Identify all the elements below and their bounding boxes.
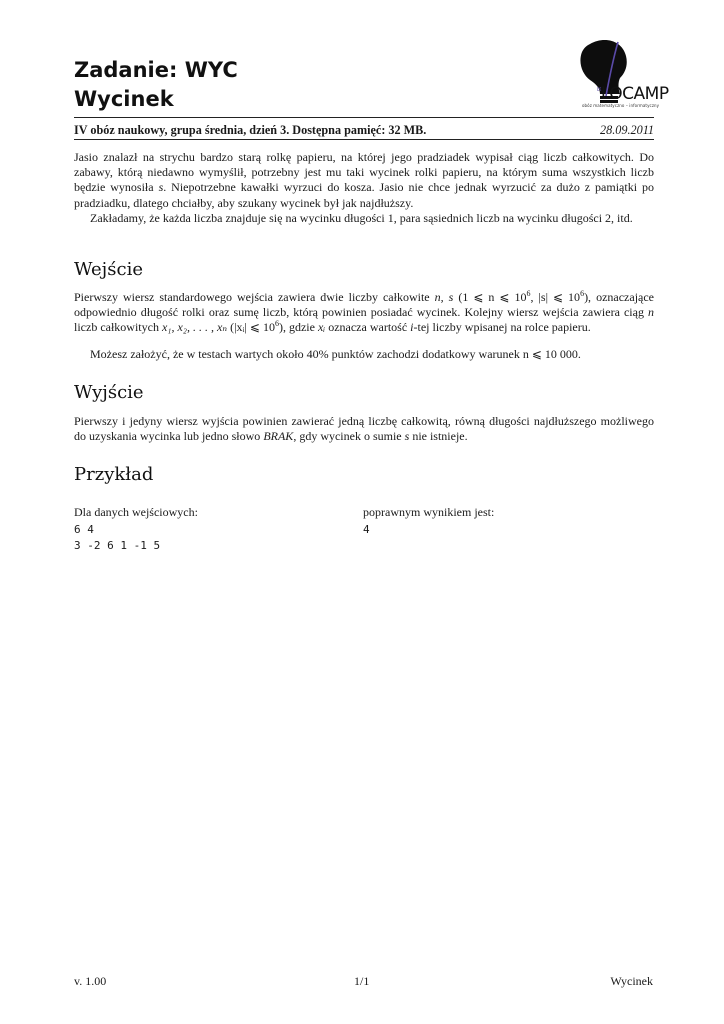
logo-caption: obóz matematyczno – informatyczny [582,103,660,108]
logo-wordmark [597,84,669,104]
footer-page-number: 1/1 [354,974,370,988]
task-subtitle: Wycinek [74,87,174,111]
example-output-line-1: 4 [363,523,370,536]
footer-task-name: Wycinek [610,974,653,988]
example-input-line-1: 6 4 [74,523,94,536]
header-rule-bottom [74,139,654,140]
output-paragraph: Pierwszy i jedyny wiersz wyjścia powinien zawierać jedną liczbę całkowitą, równą długości najdłuższego możliwego do uzyskania wycinka lub jedno słowo BRAK, gdy wycinek o sumie s nie istnieje. [74,414,654,444]
example-heading: Przykład [74,464,154,485]
intro-paragraph-1: Jasio znalazł na strychu bardzo starą rolkę papieru, na której jego pradziadek wypisał ciąg liczb całkowitych. Do zabawy, którą niedawno wymyślił, potrzebny jest mu taki wycinek rolki papieru, na którym suma wszystkich liczb będzie wynosiła s. Niepotrzebne kawałki wyrzuci do kosza. Jasio nie chce jednak wyrzucić za dużo z pamiątki po pradziadku, dlatego chciałby, aby szukany wycinek był jak najdłuższy. [74,150,655,210]
header-rule-top [74,117,654,118]
footer-version: v. 1.00 [74,974,107,988]
task-title: Zadanie: WYC [74,58,238,82]
logo-text: LOCAMP [600,84,669,104]
output-heading: Wyjście [74,382,144,403]
camp-date: 28.09.2011 [600,123,654,137]
example-input-line-2: 3 -2 6 1 -1 5 [74,539,161,552]
input-paragraph-1: Pierwszy wiersz standardowego wejścia zawiera dwie liczby całkowite n, s (1 ⩽ n ⩽ $10^6$, |s| ⩽ $10^6$), oznaczające odpowiednio długość rolki oraz sumę liczb, którą powinien posiadać wycinek. Kolejny wiersz wejścia zawiera ciąg n liczb całkowitych x₁, x₂, . . . , xₙ (|xᵢ| ⩽ $10^6$), gdzie xᵢ oznacza wartość i-tej liczby wpisanej na rolce papieru. [74,289,655,335]
intro-paragraph-2: Zakładamy, że każda liczba znajduje się na wycinku długości 1, para sąsiednich liczb na wycinku długości 2, itd. [90,211,633,225]
input-heading: Wejście [74,259,143,280]
example-output-label: poprawnym wynikiem jest: [363,505,495,519]
logo-prefix: IX [597,87,601,93]
camp-info: IV obóz naukowy, grupa średnia, dzień 3. Dostępna pamięć: 32 MB. [74,123,427,137]
example-input-label: Dla danych wejściowych: [74,505,198,519]
input-paragraph-2: Możesz założyć, że w testach wartych około 40% punktów zachodzi dodatkowy warunek n ⩽ 10 000. [90,347,581,361]
